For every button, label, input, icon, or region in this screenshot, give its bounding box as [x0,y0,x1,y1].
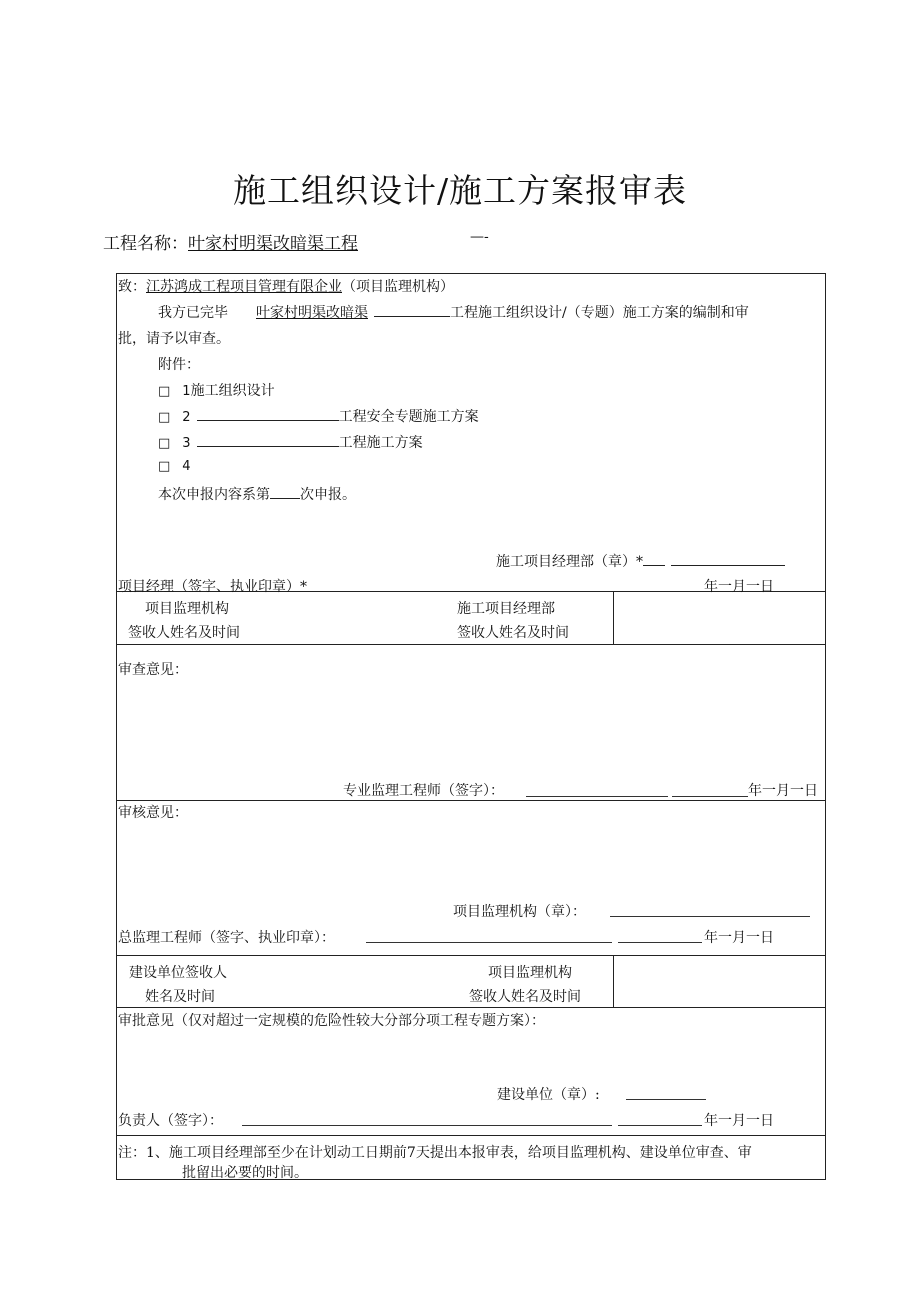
submission-body-line2: 批，请予以审查。 [118,331,230,347]
receipt-supervision2-sub: 签收人姓名及时间 [469,989,581,1005]
signature-line [618,1125,702,1126]
row-divider [116,1135,826,1136]
audit-opinion-label: 审核意见： [118,805,188,821]
owner-stamp-label: 建设单位（章）: [497,1087,600,1103]
signature-line [610,916,810,917]
review-date: 年一月一日 [748,783,818,799]
attachment-item: □ 4 [158,459,191,474]
signature-line [366,942,612,943]
receipt-owner-sub: 姓名及时间 [145,989,215,1005]
chief-engineer-signature-label: 总监理工程师（签字、执业印章）： [118,930,335,946]
project-name-value: 叶家村明渠改暗渠工程 [188,234,358,254]
receipt-supervision2-label: 项目监理机构 [488,965,572,981]
submission-date: 年一月一日 [704,579,774,595]
row-divider [116,1007,826,1008]
checkbox-icon[interactable]: □ [158,410,171,425]
receipt-supervision-label: 项目监理机构 [145,601,229,617]
responsible-person-signature-label: 负责人（签字）： [118,1113,223,1129]
submission-body-line1: 我方已完毕 叶家村明渠改暗渠 工程施工组织设计/（专题）施工方案的编制和审 [158,305,749,321]
project-name-row [103,229,358,254]
addressee-suffix: （项目监理机构） [342,279,454,295]
submission-project: 叶家村明渠改暗渠 [256,305,368,321]
addressee-prefix: 致： [118,279,146,295]
signature-line [626,1099,706,1100]
checkbox-icon[interactable]: □ [158,436,171,451]
signature-line [618,942,702,943]
row-divider [116,955,826,956]
signature-line [242,1125,612,1126]
audit-date: 年一月一日 [704,930,774,946]
project-name-trailing: —- [470,229,489,245]
row-divider [116,644,826,645]
checkbox-icon[interactable]: □ [158,384,171,399]
checkbox-icon[interactable]: □ [158,459,171,474]
submission-count-line: 本次申报内容系第 次申报。 [158,487,356,503]
attachment-item: □ 3 工程施工方案 [158,435,423,451]
signature-line [672,796,748,797]
row-divider [116,800,826,801]
cell-divider [613,591,614,644]
note-line1: 注：1、施工项目经理部至少在计划动工日期前7天提出本报审表，给项目监理机构、建设单位审查、审 [118,1145,752,1161]
approval-opinion-label: 审批意见（仅对超过一定规模的危险性较大分部分项工程专题方案）： [118,1013,545,1029]
receipt-contractor-sub: 签收人姓名及时间 [457,625,569,641]
attachment-item: □ 1施工组织设计 [158,383,275,399]
engineer-signature-label: 专业监理工程师（签字）： [343,783,504,799]
attachments-label: 附件： [158,357,200,373]
cell-divider [613,955,614,1007]
approval-date: 年一月一日 [704,1113,774,1129]
form-title: 施工组织设计/施工方案报审表 [232,171,688,210]
project-name-label: 工程名称： [103,234,188,254]
addressee-org: 江苏鸿成工程项目管理有限企业 [146,279,342,295]
attachment-item: □ 2 工程安全专题施工方案 [158,409,479,425]
receipt-contractor-label: 施工项目经理部 [457,601,555,617]
addressee-line [118,276,454,296]
contractor-dept-stamp: 施工项目经理部（章）* [496,551,785,571]
receipt-owner-label: 建设单位签收人 [129,965,227,981]
signature-line [526,796,668,797]
note-line2: 批留出必要的时间。 [182,1165,308,1181]
supervision-org-stamp-label: 项目监理机构（章）： [453,904,586,920]
receipt-supervision-sub: 签收人姓名及时间 [128,625,240,641]
review-opinion-label: 审查意见： [118,662,188,678]
project-manager-signature: 项目经理（签字、执业印章）* [118,579,307,595]
